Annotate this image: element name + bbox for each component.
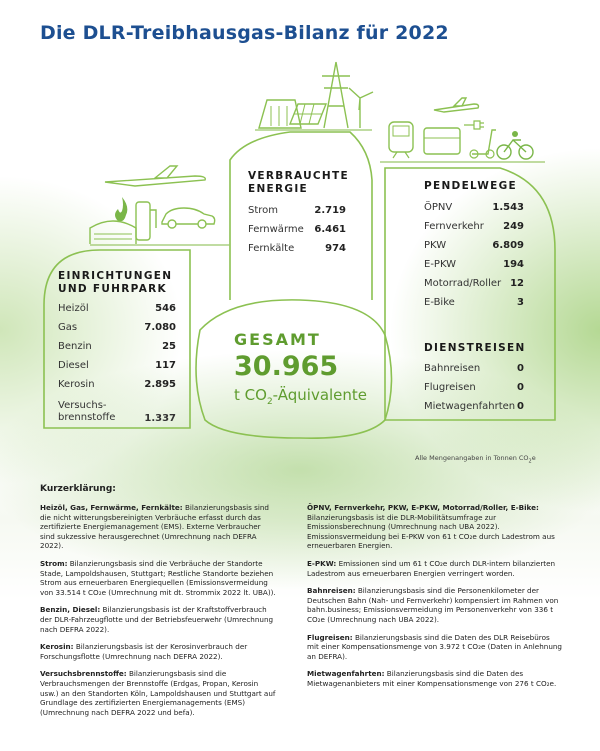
item-value: 0: [517, 382, 524, 393]
einrichtungen-heading: EINRICHTUNGEN UND FUHRPARK: [58, 270, 173, 295]
list-item: [248, 224, 346, 243]
explanation-term: ÖPNV, Fernverkehr, PKW, E-PKW, Motorrad/Roller, E-Bike:: [307, 503, 539, 512]
explanation-text: Bilanzierungsbasis ist die DLR-Mobilitätsumfrage zur Emissionsberechnung (Umrechnung nach UBA 2022). Emissionsvermeidung bei E-PKW von 61 t CO₂e durch Ladestrom aus erneuerbaren Energien.: [307, 512, 555, 551]
explanation-term: Strom:: [40, 558, 68, 568]
list-item: [424, 202, 524, 221]
list-item: [58, 303, 176, 322]
list-item: [248, 205, 346, 224]
item-label: Flugreisen: [424, 382, 476, 393]
units-note: Alle Mengenangaben in Tonnen $CO_2e$: [415, 454, 536, 465]
list-item: [58, 360, 176, 379]
explanation-text: Bilanzierungsbasis ist der Kraftstoffverbrauch der DLR-Fahrzeugflotte und der Betriebsfeuerwehr (Umrechnung nach DEFRA 2022).: [40, 605, 274, 634]
item-value: 117: [155, 360, 176, 371]
item-value: 7.080: [144, 322, 176, 333]
item-label: Bahnreisen: [424, 363, 481, 374]
explanation-text: Bilanzierungsbasis sind die Daten des Mietwagenanbieters mit einer Kompensationsmenge von 276 t CO₂e.: [307, 669, 557, 688]
energie-box: [248, 170, 349, 262]
list-item: [58, 322, 176, 341]
item-value: 6.809: [492, 240, 524, 251]
item-label: Motorrad/Roller: [424, 278, 502, 289]
energie-list: [248, 205, 346, 262]
list-item: [58, 341, 176, 360]
list-item: [424, 382, 524, 401]
list-item: [424, 363, 524, 382]
dienstreisen-box: [424, 342, 524, 420]
explanation-paragraph: [40, 605, 276, 634]
bus-icon: [420, 124, 464, 160]
explanation-paragraph: [307, 669, 562, 688]
item-value: 25: [162, 341, 176, 352]
item-label: ÖPNV: [424, 202, 453, 213]
explanation-right-column: [307, 503, 562, 697]
list-item: [424, 240, 524, 259]
item-value: 12: [510, 278, 524, 289]
gesamt-box: [234, 330, 384, 407]
gesamt-unit: t $CO_2$-Äquivalente: [234, 386, 368, 407]
explanation-term: Mietwagenfahrten:: [307, 669, 385, 679]
explanation-term: Versuchsbrennstoffe:: [40, 669, 127, 679]
wind-turbine-icon: [345, 84, 375, 130]
train-icon: [385, 118, 417, 160]
explanation-text: Bilanzierungsbasis sind die Verbräuche der Standorte Stade, Lampoldshausen, Stuttgart; Restliche Standorte beziehen Strom aus erneuerbaren Energiequellen (Emissionsvermeidung von 33.514 t CO₂e (Umrechnung mit dt. Strommix 2022 lt. UBA)).: [40, 558, 276, 597]
einrichtungen-box: [58, 270, 176, 424]
explanation-paragraph: [40, 559, 276, 597]
plug-icon: [462, 118, 486, 132]
einrichtungen-list: [58, 303, 176, 398]
list-item: [58, 379, 176, 398]
list-item: Versuchs- brennstoffe 1.337: [58, 400, 176, 424]
item-value: 2.719: [314, 205, 346, 216]
item-label: Fernwärme: [248, 224, 304, 235]
explanation-term: E-PKW:: [307, 558, 337, 568]
explanation-term: Bahnreisen:: [307, 586, 356, 596]
item-value: 974: [325, 243, 346, 254]
item-label: Benzin: [58, 341, 92, 352]
explanation-paragraph: [307, 559, 562, 578]
item-label: Gas: [58, 322, 78, 333]
energie-heading: VERBRAUCHTE ENERGIE: [248, 170, 349, 195]
item-value: 1.543: [492, 202, 524, 213]
airplane-icon: [95, 162, 215, 192]
list-item: [424, 259, 524, 278]
explanation-paragraph: [307, 633, 562, 662]
list-item: [424, 278, 524, 297]
pendelwege-list: [424, 202, 524, 316]
explanation-paragraph: [307, 503, 562, 551]
item-label: Fernkälte: [248, 243, 295, 254]
kurzerklaerung-heading: Kurzerklärung:: [40, 484, 116, 494]
item-label: E-PKW: [424, 259, 457, 270]
pendelwege-heading: PENDELWEGE: [424, 180, 517, 192]
explanation-paragraph: [40, 503, 276, 551]
list-item: [424, 401, 524, 420]
explanation-text: Bilanzierungsbasis ist der Kerosinverbrauch der Forschungsflotte (Umrechnung nach DEFRA 2022).: [40, 642, 248, 661]
explanation-paragraph: [40, 669, 276, 717]
item-value: 0: [517, 363, 524, 374]
explanation-text: Bilanzierungsbasis sind die Personenkilometer der Deutschen Bahn (Nah- und Fernverkehr) kompensiert im Rahmen von bahn.business; Emissionsvermeidung im Personenverkehr von 336 t CO₂e (Umrechnung nach UBA 2022).: [307, 586, 559, 624]
item-label: PKW: [424, 240, 447, 251]
item-value: 0: [517, 401, 524, 412]
explanation-term: Kerosin:: [40, 642, 74, 652]
explanation-left-column: [40, 503, 276, 725]
explanation-text: Bilanzierungsbasis sind die nicht witterungsbereinigten Verbräuche erfasst durch das zertifizierte Energiemanagement (EMS). Externe Verbraucher sind sukzessive herausgerechnet (Umrechnung nach DEFRA 2022).: [40, 503, 269, 551]
item-value: 249: [503, 221, 524, 232]
explanation-text: Emissionen sind um 61 t CO₂e durch DLR-intern bilanzierten Ladestrom aus erneuerbaren Energien verringert worden.: [307, 558, 556, 578]
gesamt-heading: GESAMT: [234, 330, 321, 349]
list-item: [424, 297, 524, 316]
car-icon: [158, 202, 218, 230]
airplane-icon: [430, 96, 480, 118]
explanation-paragraph: [40, 642, 276, 661]
item-label: E-Bike: [424, 297, 455, 308]
item-value: 194: [503, 259, 524, 270]
explanation-term: Heizöl, Gas, Fernwärme, Fernkälte:: [40, 503, 183, 512]
dienstreisen-heading: DIENSTREISEN: [424, 342, 526, 354]
item-label: Strom: [248, 205, 279, 216]
explanation-text: Bilanzierungsbasis sind die Verbrauchsmengen der Brennstoffe (Erdgas, Propan, Kerosin usw.) an den Standorten Köln, Lampoldshausen und Stuttgart auf Grundlage des zertifizierten Energiemanagements (EMS) (Umrechnung nach DEFRA 2022 und befa).: [40, 669, 276, 717]
gesamt-value: 30.965: [234, 351, 339, 382]
item-label: Heizöl: [58, 303, 89, 314]
list-item: [248, 243, 346, 262]
item-value: 2.895: [144, 379, 176, 390]
item-value: 546: [155, 303, 176, 314]
page-title: Die DLR-Treibhausgas-Bilanz für 2022: [40, 22, 449, 44]
building-icon: [88, 208, 138, 246]
explanation-text: Bilanzierungsbasis sind die Daten des DLR Reisebüros mit einer Kompensationsmenge von 3.972 t CO₂e (Daten in Anlehnung an DEFRA).: [307, 632, 562, 661]
list-item: [424, 221, 524, 240]
item-value: 3: [517, 297, 524, 308]
item-label: Mietwagenfahrten: [424, 401, 516, 412]
dienstreisen-list: [424, 363, 524, 420]
explanation-paragraph: [307, 586, 562, 624]
bicycle-icon: [495, 130, 535, 162]
explanation-term: Benzin, Diesel:: [40, 605, 101, 615]
item-label: Kerosin: [58, 379, 95, 390]
item-label: Diesel: [58, 360, 89, 371]
explanation-term: Flugreisen:: [307, 632, 353, 642]
item-label: Fernverkehr: [424, 221, 484, 232]
item-value: 6.461: [314, 224, 346, 235]
pendelwege-box: [424, 180, 524, 316]
